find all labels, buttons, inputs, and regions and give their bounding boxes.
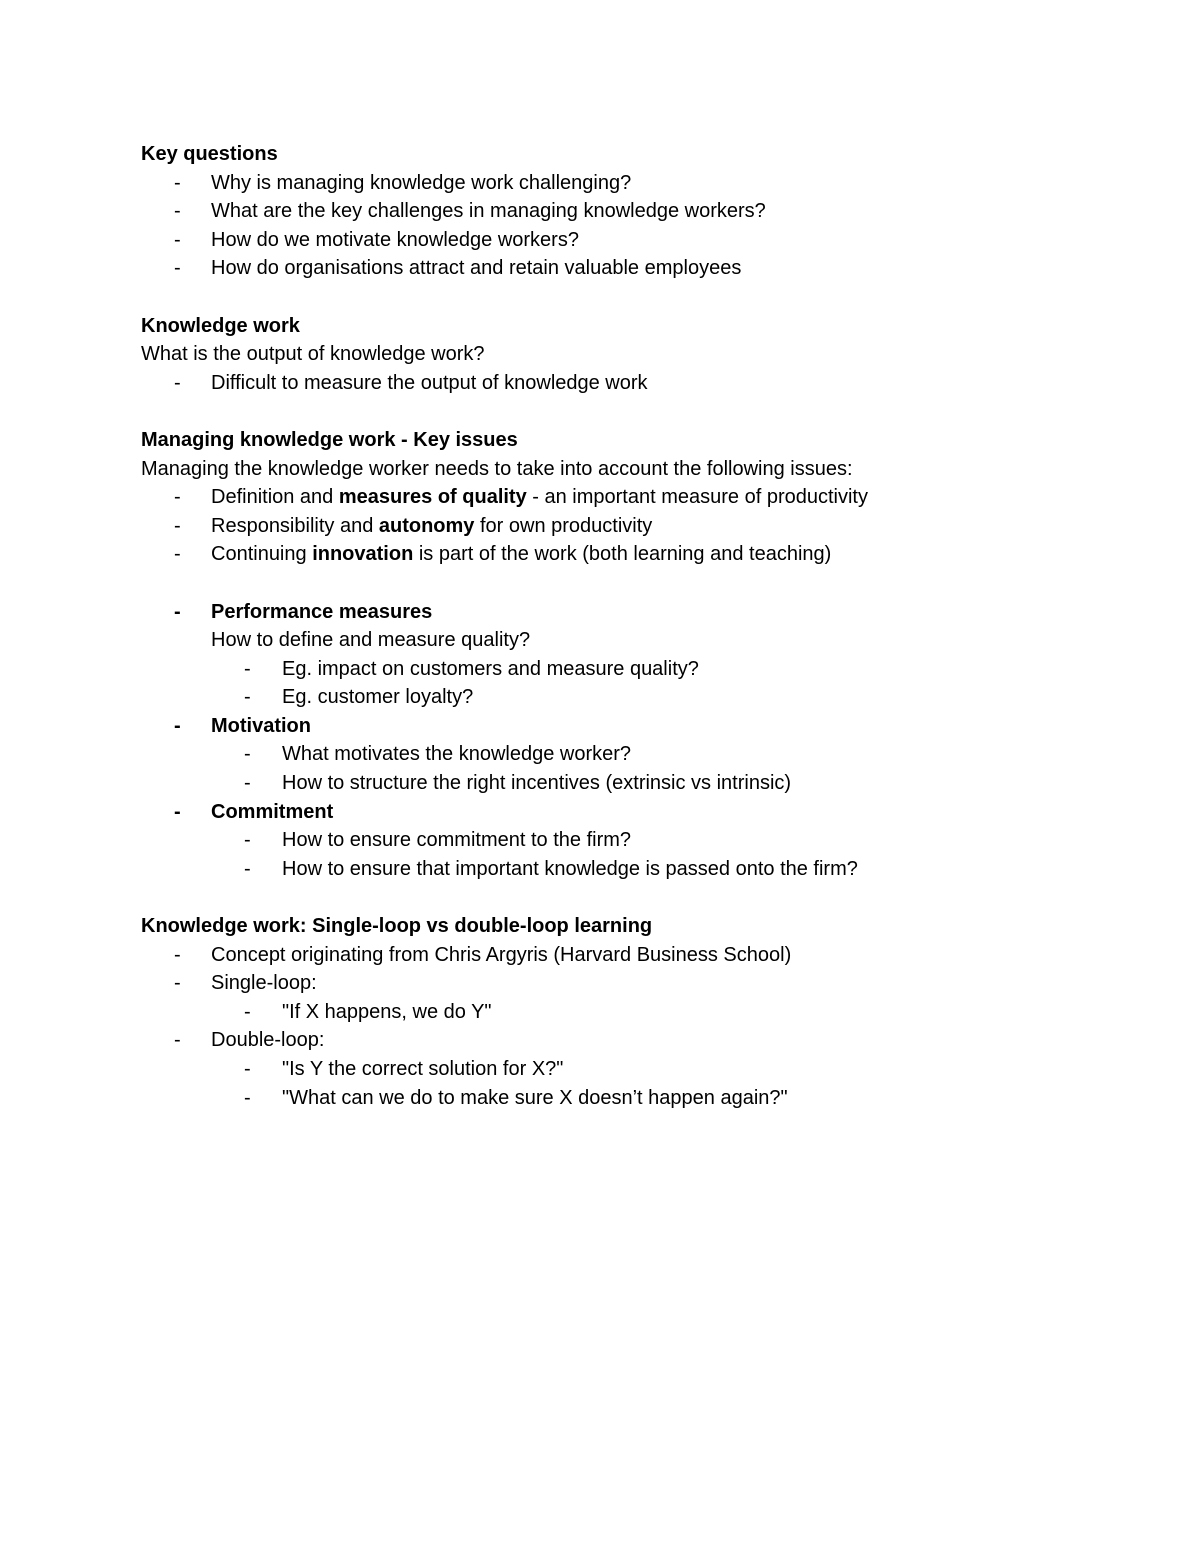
list-item (141, 855, 1141, 884)
subheading-commitment: Commitment (211, 800, 334, 823)
bullet-dash: - (244, 686, 251, 709)
subheading-performance-measures: Performance measures (211, 600, 433, 623)
bullet-dash: - (174, 600, 181, 623)
list-item (141, 1026, 1141, 1055)
bullet-dash: - (174, 486, 181, 509)
list-item (141, 740, 1141, 769)
list-item (141, 655, 1141, 684)
list-item-text (211, 483, 868, 512)
list-item-text: How to ensure commitment to the firm? (282, 829, 632, 852)
bullet-dash: - (174, 543, 181, 566)
list-item-text: Single-loop: (211, 972, 317, 995)
list-item-text: Why is managing knowledge work challenging? (211, 171, 632, 194)
list-item-text: What motivates the knowledge worker? (282, 743, 632, 766)
bullet-dash: - (174, 171, 181, 194)
list-item-text: "If X happens, we do Y" (282, 1000, 492, 1023)
bullet-dash: - (244, 1058, 251, 1080)
bullet-dash: - (174, 800, 181, 823)
heading-key-questions: Key questions (141, 143, 278, 165)
list-item-text: "What can we do to make sure X doesn’t happen again?" (282, 1086, 788, 1109)
heading-managing-knowledge-work: Managing knowledge work - Key issues (141, 428, 518, 451)
bullet-dash: - (174, 228, 181, 251)
list-item-text: How do organisations attract and retain valuable employees (211, 257, 742, 280)
heading-knowledge-work: Knowledge work (141, 314, 300, 337)
paragraph-text: What is the output of knowledge work? (141, 343, 485, 366)
bullet-dash: - (244, 772, 251, 795)
list-item (141, 483, 1141, 512)
list-item (141, 826, 1141, 855)
bullet-dash: - (174, 257, 181, 280)
list-item-text: How do we motivate knowledge workers? (211, 228, 579, 251)
list-item (141, 626, 1141, 655)
list-item (141, 1084, 1141, 1113)
list-item (141, 683, 1141, 712)
list-item (141, 712, 1141, 741)
list-item-text: How to structure the right incentives (extrinsic vs intrinsic) (282, 772, 792, 795)
bold-term: autonomy (378, 514, 475, 537)
bullet-dash: - (244, 1086, 251, 1109)
spacer (141, 569, 1141, 598)
list-item-text (211, 540, 831, 569)
list-item (141, 512, 1141, 541)
text-run: - an important measure of productivity (526, 486, 868, 509)
list-item-text: Double-loop: (211, 1029, 325, 1052)
document-content (141, 140, 1141, 1112)
list-item-text: Concept originating from Chris Argyris (Harvard Business School) (211, 943, 792, 966)
list-item-text: Eg. impact on customers and measure quality? (282, 657, 699, 680)
list-item (141, 226, 1141, 255)
list-item (141, 998, 1141, 1027)
list-item-text (211, 512, 652, 541)
bold-term: innovation (312, 543, 414, 566)
bullet-dash: - (174, 371, 181, 394)
list-item-text: "Is Y the correct solution for X?" (282, 1058, 564, 1080)
list-item-text: Difficult to measure the output of knowledge work (211, 371, 648, 394)
text-run: is part of the work (both learning and teaching) (413, 543, 832, 566)
bullet-dash: - (244, 743, 251, 766)
bullet-dash: - (244, 657, 251, 680)
subheading-motivation: Motivation (211, 714, 311, 737)
list-item-text: What are the key challenges in managing knowledge workers? (211, 200, 766, 223)
list-item (141, 798, 1141, 827)
spacer (141, 883, 1141, 912)
bold-term: measures of quality (338, 486, 527, 509)
paragraph-text: How to define and measure quality? (211, 629, 531, 652)
paragraph-text: Managing the knowledge worker needs to take into account the following issues: (141, 457, 853, 480)
spacer (141, 397, 1141, 426)
list-item (141, 369, 1141, 398)
text-run: for own productivity (474, 514, 653, 537)
list-item-text: How to ensure that important knowledge is passed onto the firm? (282, 857, 858, 880)
list-item (141, 598, 1141, 627)
bullet-dash: - (174, 1029, 181, 1052)
list-item (141, 969, 1141, 998)
text-run: Responsibility and (211, 514, 379, 537)
bullet-dash: - (174, 714, 181, 737)
list-item (141, 941, 1141, 970)
text-run: Continuing (211, 543, 313, 566)
bullet-dash: - (244, 1000, 251, 1023)
text-run: Definition and (211, 486, 339, 509)
list-item (141, 254, 1141, 283)
bullet-dash: - (244, 829, 251, 852)
list-item (141, 169, 1141, 198)
list-item (141, 769, 1141, 798)
spacer (141, 283, 1141, 312)
list-item (141, 1055, 1141, 1084)
list-item (141, 197, 1141, 226)
bullet-dash: - (174, 943, 181, 966)
bullet-dash: - (174, 972, 181, 995)
bullet-dash: - (174, 514, 181, 537)
bullet-dash: - (244, 857, 251, 880)
heading-loop-learning: Knowledge work: Single-loop vs double-loop learning (141, 915, 653, 938)
list-item-text: Eg. customer loyalty? (282, 686, 474, 709)
list-item (141, 540, 1141, 569)
bullet-dash: - (174, 200, 181, 223)
